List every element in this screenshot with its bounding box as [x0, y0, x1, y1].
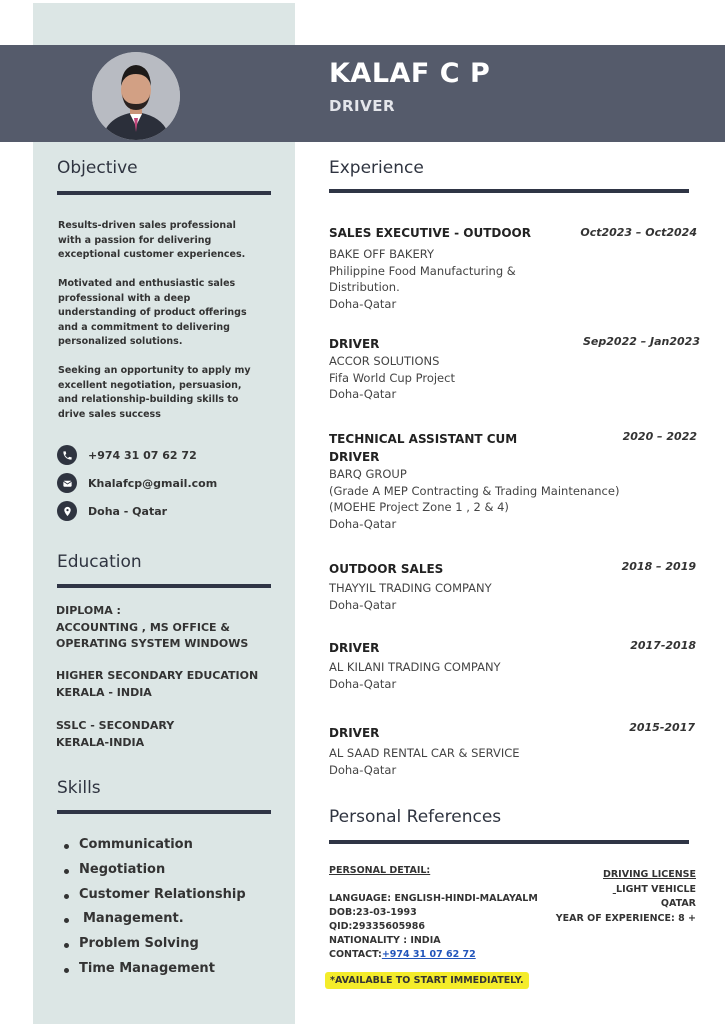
contact-phone[interactable] [57, 445, 197, 465]
objective-paragraph-1 [58, 219, 245, 263]
job-title-line: TECHNICAL ASSISTANT CUM [329, 432, 518, 446]
objective-line: exceptional customer experiences. [58, 249, 246, 260]
job-company: THAYYIL TRADING COMPANY [329, 581, 492, 595]
phone-icon [57, 445, 77, 465]
profile-photo [92, 52, 180, 140]
skills-heading: Skills [57, 778, 101, 798]
job-location: Doha-Qatar [329, 597, 397, 612]
objective-line: Seeking an opportunity to apply my [58, 365, 251, 376]
objective-line: personalized solutions. [58, 336, 183, 347]
skill-item: Negotiation [58, 858, 246, 883]
job-title: SALES EXECUTIVE - OUTDOOR [329, 226, 531, 240]
contact-label: CONTACT: [329, 949, 382, 960]
references-divider [329, 840, 689, 844]
personal-detail-label: PERSONAL DETAIL: [329, 865, 431, 876]
job-detail: (MOEHE Project Zone 1 , 2 & 4) [329, 500, 509, 514]
job-location: Doha-Qatar [329, 387, 397, 401]
job-company: AL SAAD RENTAL CAR & SERVICE [329, 746, 520, 760]
job-location: Doha-Qatar [329, 516, 397, 531]
job-title-line: DRIVER [329, 450, 380, 464]
education-line: ACCOUNTING , MS OFFICE & [56, 620, 230, 634]
candidate-name: KALAF C P [329, 58, 491, 89]
education-heading: Education [57, 552, 142, 572]
education-item-diploma [56, 603, 248, 653]
contact-email[interactable] [57, 473, 217, 493]
education-item-sslc [56, 718, 174, 751]
skills-divider [57, 810, 271, 814]
job-company: BARQ GROUP [329, 467, 407, 481]
qid-line: QID:29335605986 [329, 921, 426, 932]
skill-item: Time Management [58, 957, 246, 982]
availability-badge: *AVAILABLE TO START IMMEDIATELY. [325, 972, 529, 989]
job-detail: Distribution. [329, 280, 400, 294]
job-entry [329, 639, 701, 692]
objective-line: drive sales success [58, 408, 161, 420]
location-text: Doha - Qatar [88, 504, 168, 518]
objective-line: professional with a deep [58, 292, 191, 304]
driving-license-block [556, 868, 696, 926]
job-title: OUTDOOR SALES [329, 562, 444, 576]
driving-license-label: DRIVING LICENSE [602, 869, 696, 880]
job-detail: (Grade A MEP Contracting & Trading Maintenance) [329, 483, 620, 498]
contact-location [57, 501, 167, 521]
contact-line [329, 948, 538, 962]
objective-paragraph-3 [58, 364, 251, 422]
language-line: LANGUAGE: ENGLISH-HINDI-MALAYALM [329, 893, 538, 904]
skills-list [58, 833, 246, 982]
job-entry [329, 224, 701, 312]
skill-item: Problem Solving [58, 932, 246, 957]
objective-line: excellent negotiation, persuasion, [58, 379, 242, 391]
objective-line: understanding of product offerings [58, 307, 247, 318]
skill-item-continuation [58, 907, 246, 932]
objective-line: Motivated and enthusiastic sales [58, 278, 236, 289]
education-line: OPERATING SYSTEM WINDOWS [56, 637, 249, 650]
skill-continuation-text: Management. [83, 911, 184, 927]
objective-line: with a passion for delivering [58, 234, 212, 246]
email-text: Khalafcp@gmail.com [88, 476, 218, 490]
education-line: SSLC - SECONDARY [56, 719, 175, 732]
email-icon [57, 473, 77, 493]
objective-heading: Objective [57, 158, 138, 178]
phone-text: +974 31 07 62 72 [88, 448, 197, 462]
experience-heading: Experience [329, 158, 424, 178]
job-date: 2018 – 2019 [621, 560, 696, 573]
job-location: Doha-Qatar [329, 676, 397, 691]
objective-line: Results-driven sales professional [58, 220, 236, 231]
skill-item: Customer Relationship [58, 883, 246, 908]
contact-phone-link[interactable]: +974 31 07 62 72 [381, 949, 476, 960]
license-type-text: LIGHT VEHICLE [616, 883, 696, 895]
education-divider [57, 584, 271, 588]
dob-line: DOB:23-03-1993 [329, 907, 417, 918]
job-detail: Fifa World Cup Project [329, 370, 455, 385]
job-title: DRIVER [329, 641, 380, 655]
job-entry [329, 430, 701, 532]
objective-line: and a commitment to delivering [58, 321, 230, 333]
job-company: AL KILANI TRADING COMPANY [329, 660, 501, 674]
location-icon [57, 501, 77, 521]
license-type [556, 883, 696, 898]
education-line: HIGHER SECONDARY EDUCATION [56, 669, 259, 682]
job-date: 2015-2017 [629, 721, 695, 734]
experience-divider [329, 189, 689, 193]
job-entry [329, 560, 701, 613]
job-detail: Philippine Food Manufacturing & [329, 263, 516, 278]
nationality-line: NATIONALITY : INDIA [329, 935, 441, 946]
education-line: DIPLOMA : [56, 604, 121, 617]
license-country: QATAR [660, 898, 696, 909]
experience-years: YEAR OF EXPERIENCE: 8 + [555, 912, 696, 924]
job-date: 2017-2018 [630, 639, 696, 652]
job-entry [329, 721, 701, 778]
personal-detail-block [329, 864, 538, 962]
job-date: Oct2023 – Oct2024 [580, 226, 697, 239]
job-date: 2020 – 2022 [622, 430, 697, 443]
job-location: Doha-Qatar [329, 762, 397, 777]
skill-item: Communication [58, 833, 246, 858]
education-line: KERALA-INDIA [56, 735, 145, 749]
job-location: Doha-Qatar [329, 296, 397, 311]
job-title: DRIVER [329, 726, 380, 740]
candidate-title: DRIVER [329, 97, 395, 115]
job-title: DRIVER [329, 337, 380, 351]
job-company: BAKE OFF BAKERY [329, 247, 434, 261]
education-item-higher-secondary [56, 668, 258, 701]
objective-paragraph-2 [58, 277, 247, 350]
education-line: KERALA - INDIA [56, 685, 152, 699]
job-company: ACCOR SOLUTIONS [329, 354, 440, 368]
job-entry [329, 335, 701, 403]
objective-line: and relationship-building skills to [58, 394, 239, 405]
objective-divider [57, 191, 271, 195]
job-date: Sep2022 – Jan2023 [583, 335, 700, 348]
references-heading: Personal References [329, 807, 502, 827]
